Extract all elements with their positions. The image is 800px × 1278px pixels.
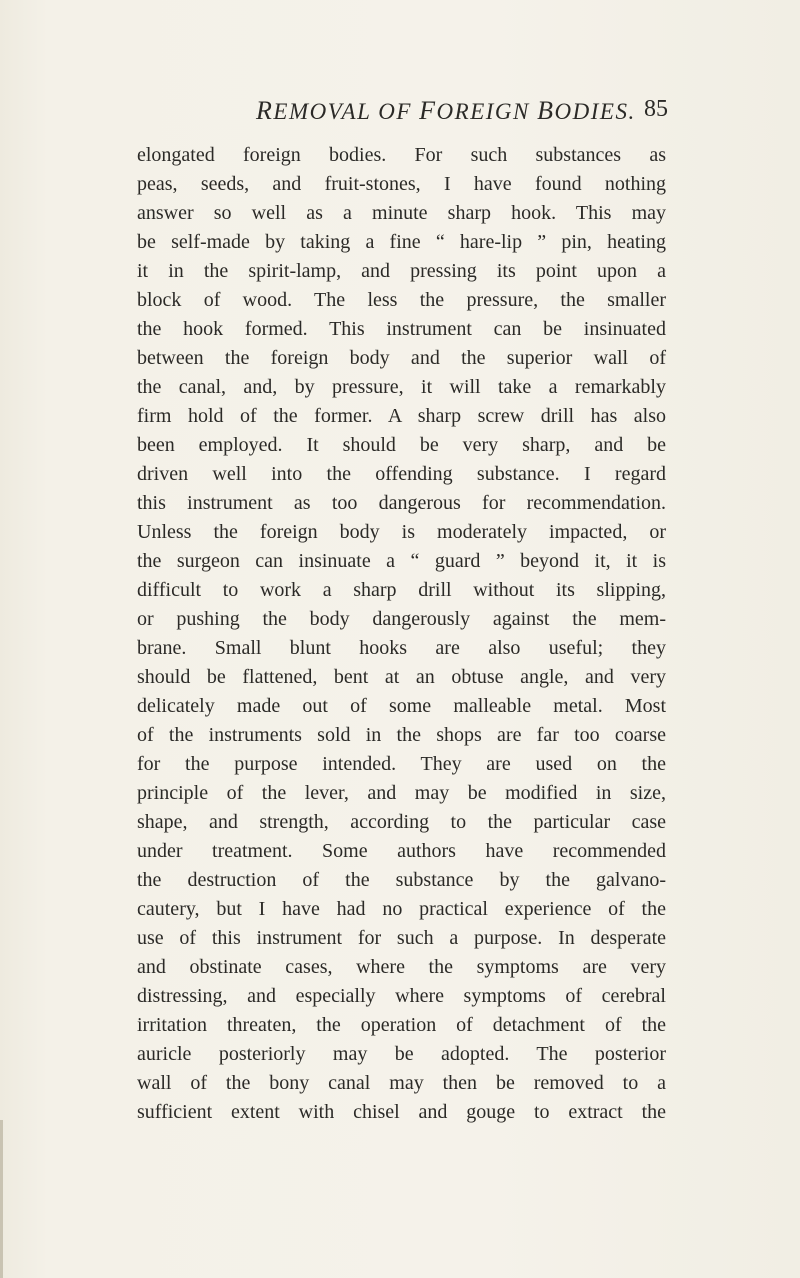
text-line: peas, seeds, and fruit-stones, I have found nothing: [137, 173, 666, 195]
text-line: or pushing the body dangerously against the mem-: [137, 608, 666, 630]
running-head: [256, 96, 636, 126]
text-line: answer so well as a minute sharp hook. This may: [137, 202, 666, 224]
text-line: the surgeon can insinuate a “ guard ” beyond it, it is: [137, 550, 666, 572]
text-line: cautery, but I have had no practical experience of the: [137, 898, 666, 920]
body-text: [137, 141, 666, 1127]
text-line: delicately made out of some malleable metal. Most: [137, 695, 666, 717]
running-head-initial: F: [419, 96, 437, 125]
text-line: distressing, and especially where symptoms of cerebral: [137, 985, 666, 1007]
text-line: sufficient extent with chisel and gouge to extract the: [137, 1101, 666, 1123]
text-line: firm hold of the former. A sharp screw drill has also: [137, 405, 666, 427]
text-line: the hook formed. This instrument can be insinuated: [137, 318, 666, 340]
text-line: should be flattened, bent at an obtuse angle, and very: [137, 666, 666, 688]
running-head-initial: R: [256, 96, 274, 125]
running-head-word: OREIGN: [436, 99, 530, 124]
page-number: 85: [644, 96, 668, 122]
text-line: of the instruments sold in the shops are far too coarse: [137, 724, 666, 746]
text-line: for the purpose intended. They are used on the: [137, 753, 666, 775]
text-line: be self-made by taking a fine “ hare-lip ” pin, heating: [137, 231, 666, 253]
text-line: under treatment. Some authors have recommended: [137, 840, 666, 862]
text-line: auricle posteriorly may be adopted. The posterior: [137, 1043, 666, 1065]
text-line: driven well into the offending substance. I regard: [137, 463, 666, 485]
text-line: block of wood. The less the pressure, the smaller: [137, 289, 666, 311]
text-line: shape, and strength, according to the particular case: [137, 811, 666, 833]
text-line: and obstinate cases, where the symptoms are very: [137, 956, 666, 978]
text-line: between the foreign body and the superior wall of: [137, 347, 666, 369]
text-line: irritation threaten, the operation of detachment of the: [137, 1014, 666, 1036]
text-line: elongated foreign bodies. For such substances as: [137, 144, 666, 166]
running-head-initial: B: [537, 96, 555, 125]
text-line: it in the spirit-lamp, and pressing its point upon a: [137, 260, 666, 282]
text-line: this instrument as too dangerous for recommendation.: [137, 492, 666, 514]
text-line: brane. Small blunt hooks are also useful; they: [137, 637, 666, 659]
text-line: principle of the lever, and may be modified in size,: [137, 782, 666, 804]
text-line: the destruction of the substance by the galvano-: [137, 869, 666, 891]
page-edge-shadow: [0, 1120, 3, 1278]
text-line: Unless the foreign body is moderately impacted, or: [137, 521, 666, 543]
running-head-word: EMOVAL: [273, 99, 371, 124]
text-line: difficult to work a sharp drill without its slipping,: [137, 579, 666, 601]
running-head-word: ODIES.: [554, 99, 636, 124]
text-line: wall of the bony canal may then be removed to a: [137, 1072, 666, 1094]
text-line: been employed. It should be very sharp, and be: [137, 434, 666, 456]
text-line: the canal, and, by pressure, it will take a remarkably: [137, 376, 666, 398]
text-line: use of this instrument for such a purpose. In desperate: [137, 927, 666, 949]
running-head-word: OF: [378, 99, 412, 124]
